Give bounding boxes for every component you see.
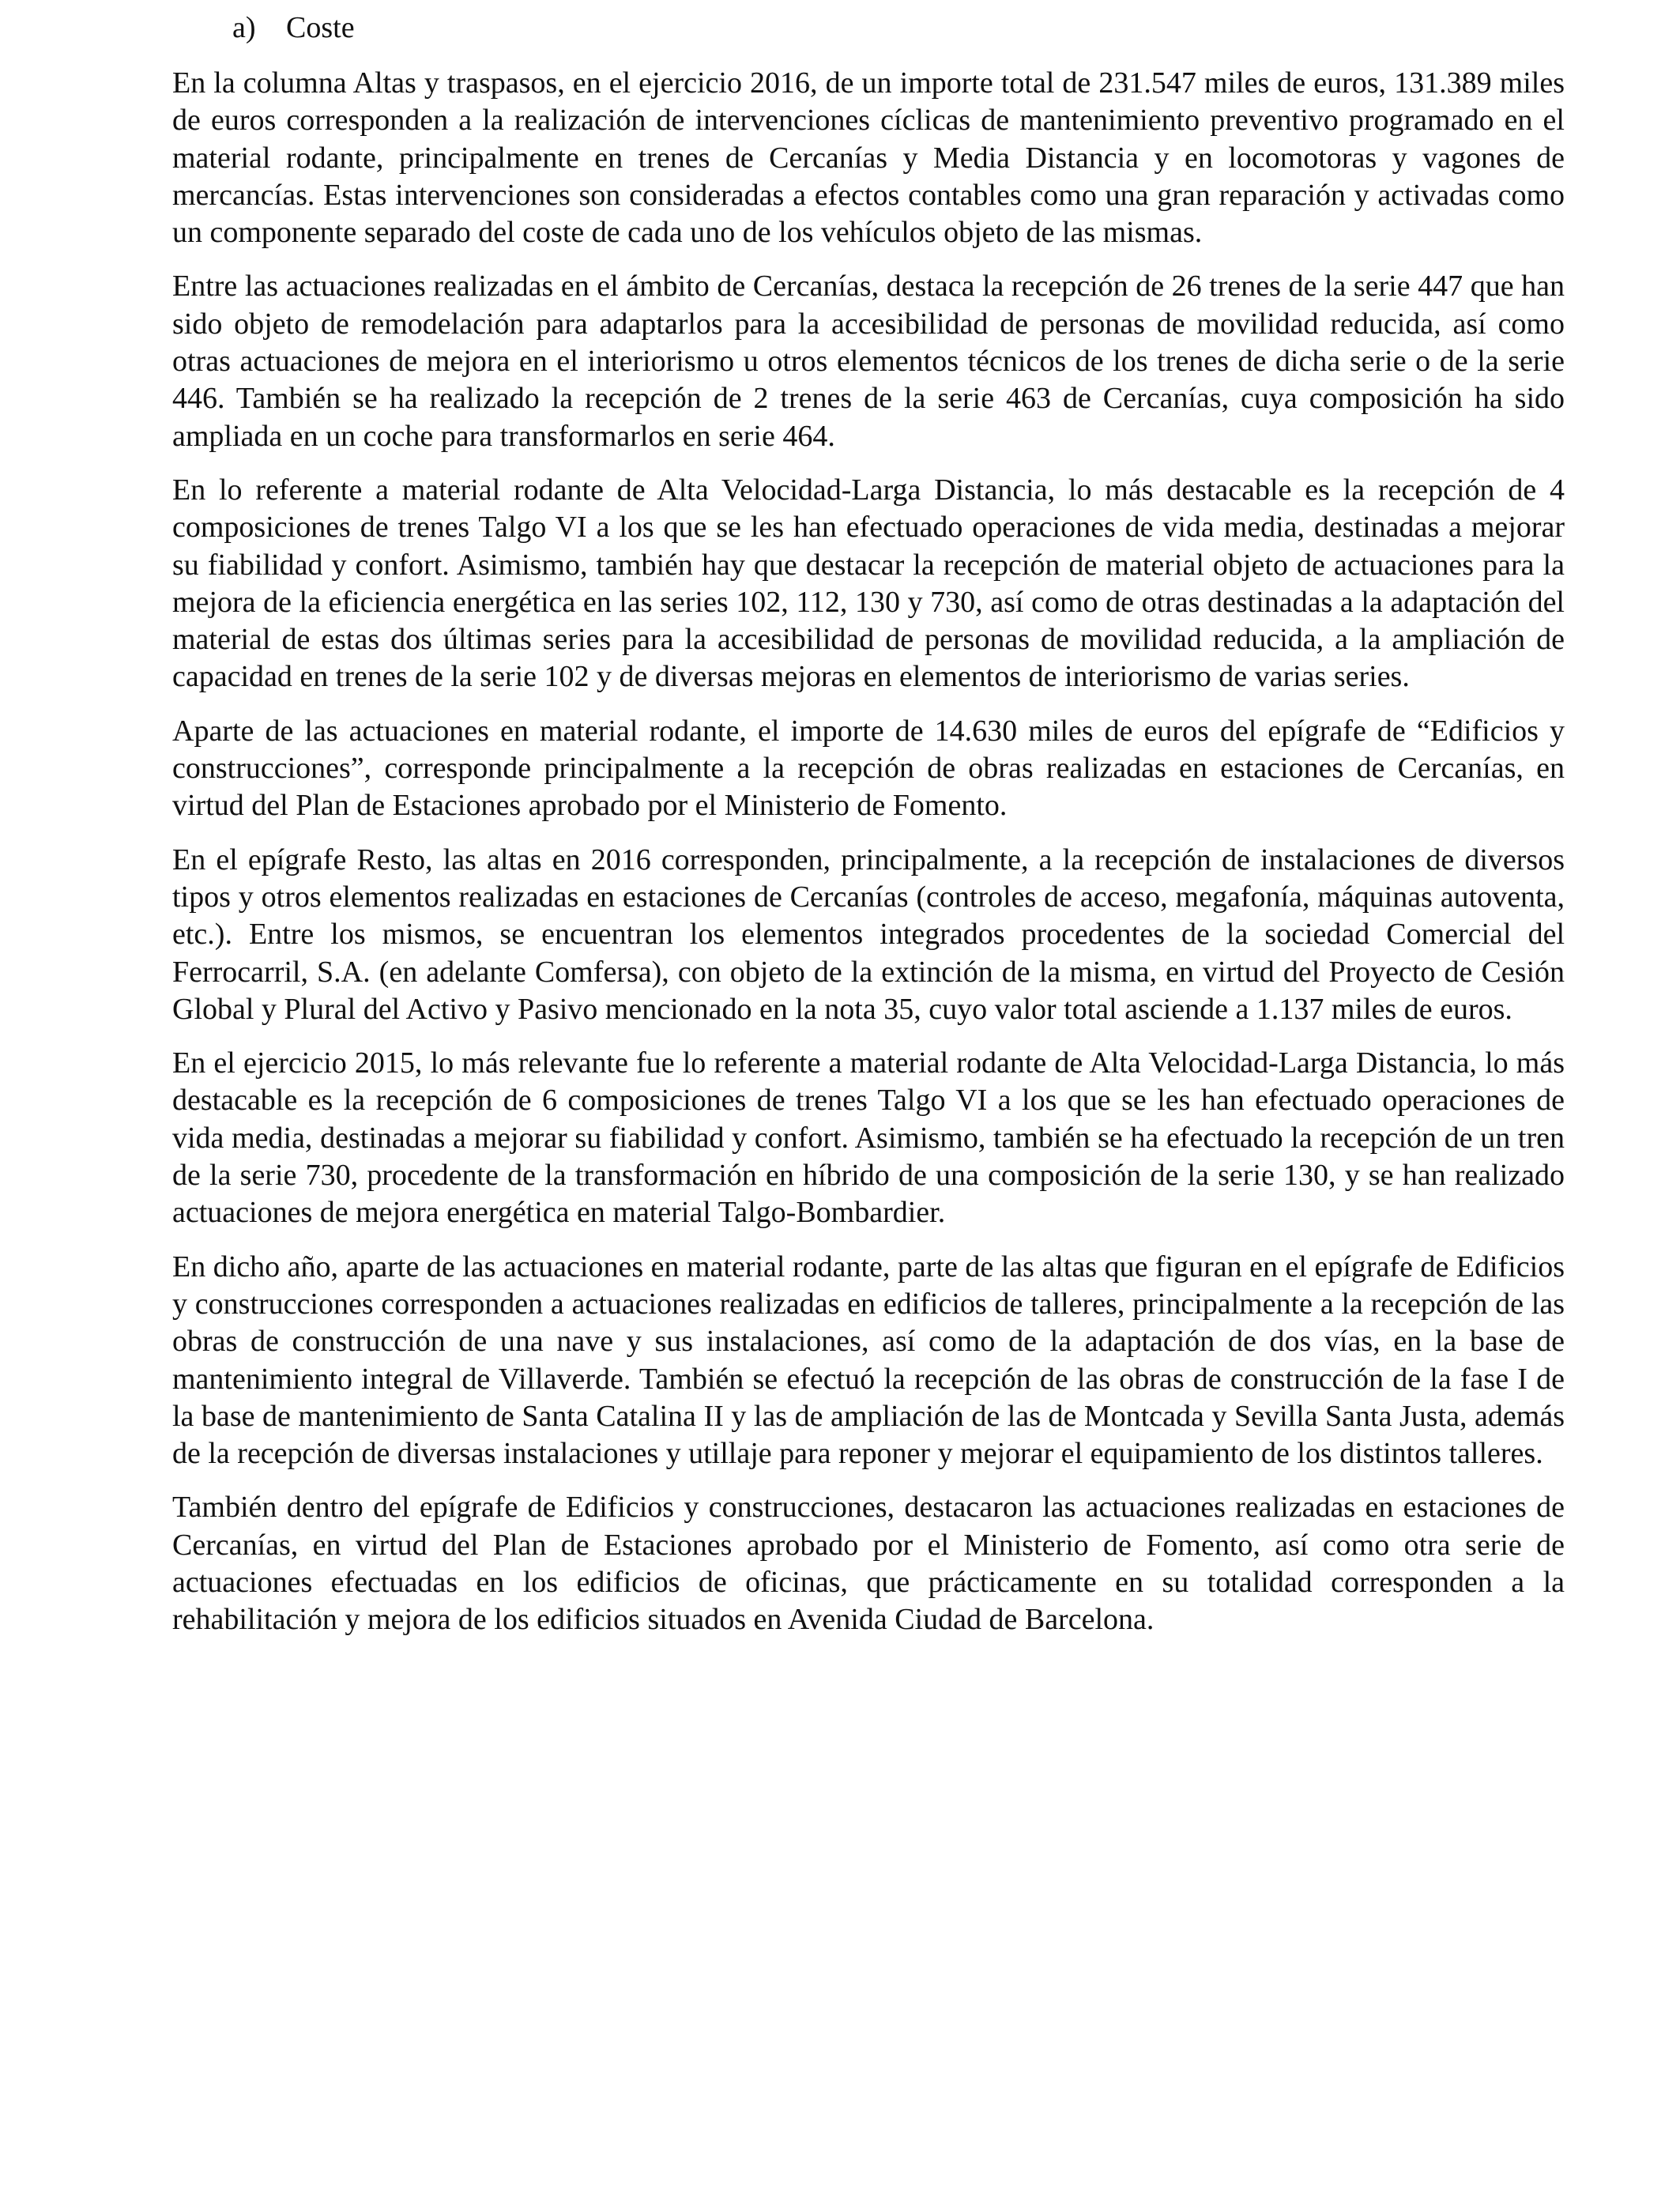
- paragraph-alta-velocidad: En lo referente a material rodante de Alta Velocidad-Larga Distancia, lo más destacable es la recepción de 4 composiciones de trenes Talgo VI a los que se les han efectuado operaciones de vida media, destinadas a mejorar su fiabilidad y confort. Asimismo, también hay que destacar la recepción de material objeto de actuaciones para la mejora de la eficiencia energética en las series 102, 112, 130 y 730, así como de otras destinadas a la adaptación del material de estas dos últimas series para la accesibilidad de personas de movilidad reducida, a la ampliación de capacidad en trenes de la serie 102 y de diversas mejoras en elementos de interiorismo de varias series.: [172, 473, 1565, 694]
- document-page: [172, 8, 1565, 1656]
- paragraph-ejercicio-2015: En el ejercicio 2015, lo más relevante fue lo referente a material rodante de Alta Velocidad-Larga Distancia, lo más destacable es la recepción de 6 composiciones de trenes Talgo VI a los que se les han efectuado operaciones de vida media, destinadas a mejorar su fiabilidad y confort. Asimismo, también se ha efectuado la recepción de un tren de la serie 730, procedente de la transformación en híbrido de una composición de la serie 130, y se han realizado actuaciones de mejora energética en material Talgo-Bombardier.: [172, 1046, 1565, 1230]
- paragraph-edificios: Aparte de las actuaciones en material rodante, el importe de 14.630 miles de euros del epígrafe de “Edificios y construcciones”, corresponde principalmente a la recepción de obras realizadas en estaciones de Cercanías, en virtud del Plan de Estaciones aprobado por el Ministerio de Fomento.: [172, 714, 1565, 823]
- paragraph-altas-traspasos: En la columna Altas y traspasos, en el ejercicio 2016, de un importe total de 231.547 miles de euros, 131.389 miles de euros corresponden a la realización de intervenciones cíclicas de mantenimiento preventivo programado en el material rodante, principalmente en trenes de Cercanías y Media Distancia y en locomotoras y vagones de mercancías. Estas intervenciones son consideradas a efectos contables como una gran reparación y activadas como un componente separado del coste de cada uno de los vehículos objeto de las mismas.: [172, 66, 1565, 250]
- paragraph-edificios-oficinas: También dentro del epígrafe de Edificios y construcciones, destacaron las actuaciones realizadas en estaciones de Cercanías, en virtud del Plan de Estaciones aprobado por el Ministerio de Fomento, así como otra serie de actuaciones efectuadas en los edificios de oficinas, que prácticamente en su totalidad corresponden a la rehabilitación y mejora de los edificios situados en Avenida Ciudad de Barcelona.: [172, 1491, 1565, 1637]
- section-marker: a): [232, 11, 256, 44]
- paragraph-dicho-ano: En dicho año, aparte de las actuaciones en material rodante, parte de las altas que figuran en el epígrafe de Edificios y construcciones corresponden a actuaciones realizadas en edificios de talleres, principalmente a la recepción de las obras de construcción de una nave y sus instalaciones, así como de la adaptación de dos vías, en la base de mantenimiento integral de Villaverde. También se efectuó la recepción de las obras de construcción de la fase I de la base de mantenimiento de Santa Catalina II y las de ampliación de las de Montcada y Sevilla Santa Justa, además de la recepción de diversas instalaciones y utillaje para reponer y mejorar el equipamiento de los distintos talleres.: [172, 1250, 1565, 1471]
- section-title: Coste: [286, 11, 355, 44]
- section-heading: [172, 8, 1565, 47]
- paragraph-resto: En el epígrafe Resto, las altas en 2016 corresponden, principalmente, a la recepción de instalaciones de diversos tipos y otros elementos realizadas en estaciones de Cercanías (controles de acceso, megafonía, máquinas autoventa, etc.). Entre los mismos, se encuentran los elementos integrados procedentes de la sociedad Comercial del Ferrocarril, S.A. (en adelante Comfersa), con objeto de la extinción de la misma, en virtud del Proyecto de Cesión Global y Plural del Activo y Pasivo mencionado en la nota 35, cuyo valor total asciende a 1.137 miles de euros.: [172, 843, 1565, 1026]
- paragraph-cercanias: Entre las actuaciones realizadas en el ámbito de Cercanías, destaca la recepción de 26 trenes de la serie 447 que han sido objeto de remodelación para adaptarlos para la accesibilidad de personas de movilidad reducida, así como otras actuaciones de mejora en el interiorismo u otros elementos técnicos de los trenes de dicha serie o de la serie 446. También se ha realizado la recepción de 2 trenes de la serie 463 de Cercanías, cuya composición ha sido ampliada en un coche para transformarlos en serie 464.: [172, 270, 1565, 453]
